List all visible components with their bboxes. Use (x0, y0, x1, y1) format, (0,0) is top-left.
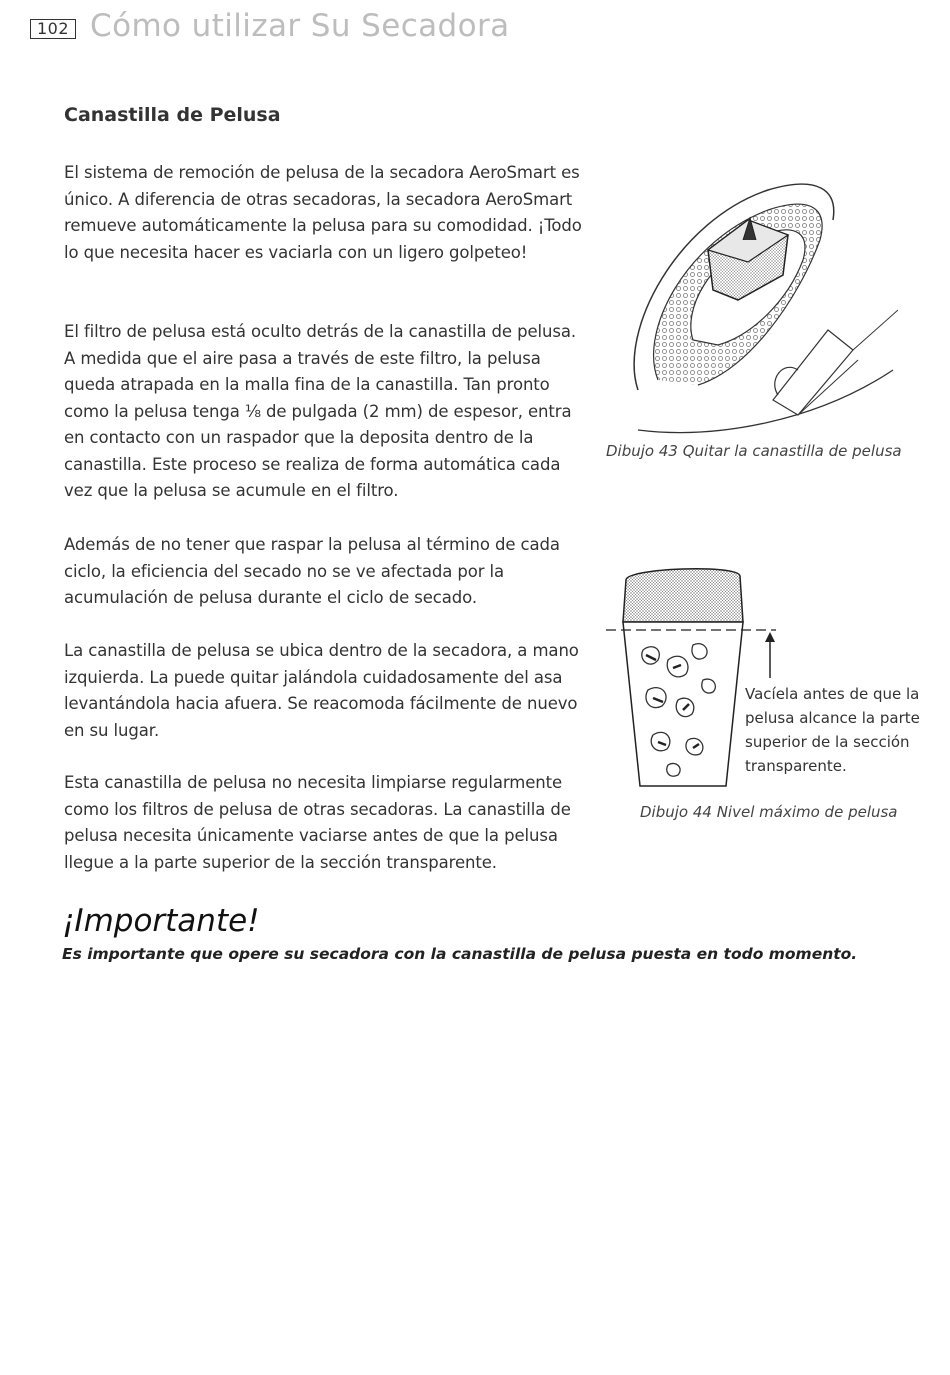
lint-basket-removal-illustration (598, 180, 898, 440)
paragraph-3: Además de no tener que raspar la pelusa al término de cada ciclo, la eficiencia del secado no se ve afectada por la acumulación de pelusa durante el ciclo de secado. (64, 535, 560, 607)
figure-44-note: Vacíela antes de que la pelusa alcance la parte superior de la sección transparente. (745, 685, 920, 775)
figure-43-caption: Dibujo 43 Quitar la canastilla de pelusa (606, 442, 902, 460)
section-title: Canastilla de Pelusa (64, 104, 281, 126)
chapter-title: Cómo utilizar Su Secadora (90, 8, 510, 44)
page-header (30, 6, 510, 46)
paragraph-1: El sistema de remoción de pelusa de la secadora AeroSmart es único. A diferencia de otras secadoras, la secadora AeroSmart remueve automáticamente la pelusa para su comodidad. ¡Todo lo que necesita hacer es vaciarla con un ligero golpeteo! (64, 163, 582, 262)
figure-44-caption: Dibujo 44 Nivel máximo de pelusa (640, 803, 898, 821)
paragraph-2: El filtro de pelusa está oculto detrás de la canastilla de pelusa. A medida que el aire pasa a través de este filtro, la pelusa queda atrapada en la malla fina de la canastilla. Tan pronto como la pelusa tenga ⅛ de pulgada (2 mm) de espesor, entra en contacto con un raspador que la deposita dentro de la canastilla. Este proceso se realiza de forma automática cada vez que la pelusa se acumule en el filtro. (64, 322, 576, 500)
paragraph-5: Esta canastilla de pelusa no necesita limpiarse regularmente como los filtros de pelusa de otras secadoras. La canastilla de pelusa necesita únicamente vaciarse antes de que la pelusa llegue a la parte superior de la sección transparente. (64, 773, 571, 872)
important-text: Es importante que opere su secadora con la canastilla de pelusa puesta en todo momento. (62, 945, 858, 963)
paragraph-4: La canastilla de pelusa se ubica dentro de la secadora, a mano izquierda. La puede quitar jalándola cuidadosamente del asa levantándola hacia afuera. Se reacomoda fácilmente de nuevo en su lugar. (64, 641, 579, 740)
page-number: 102 (30, 19, 76, 39)
important-heading: ¡Importante! (62, 903, 260, 939)
